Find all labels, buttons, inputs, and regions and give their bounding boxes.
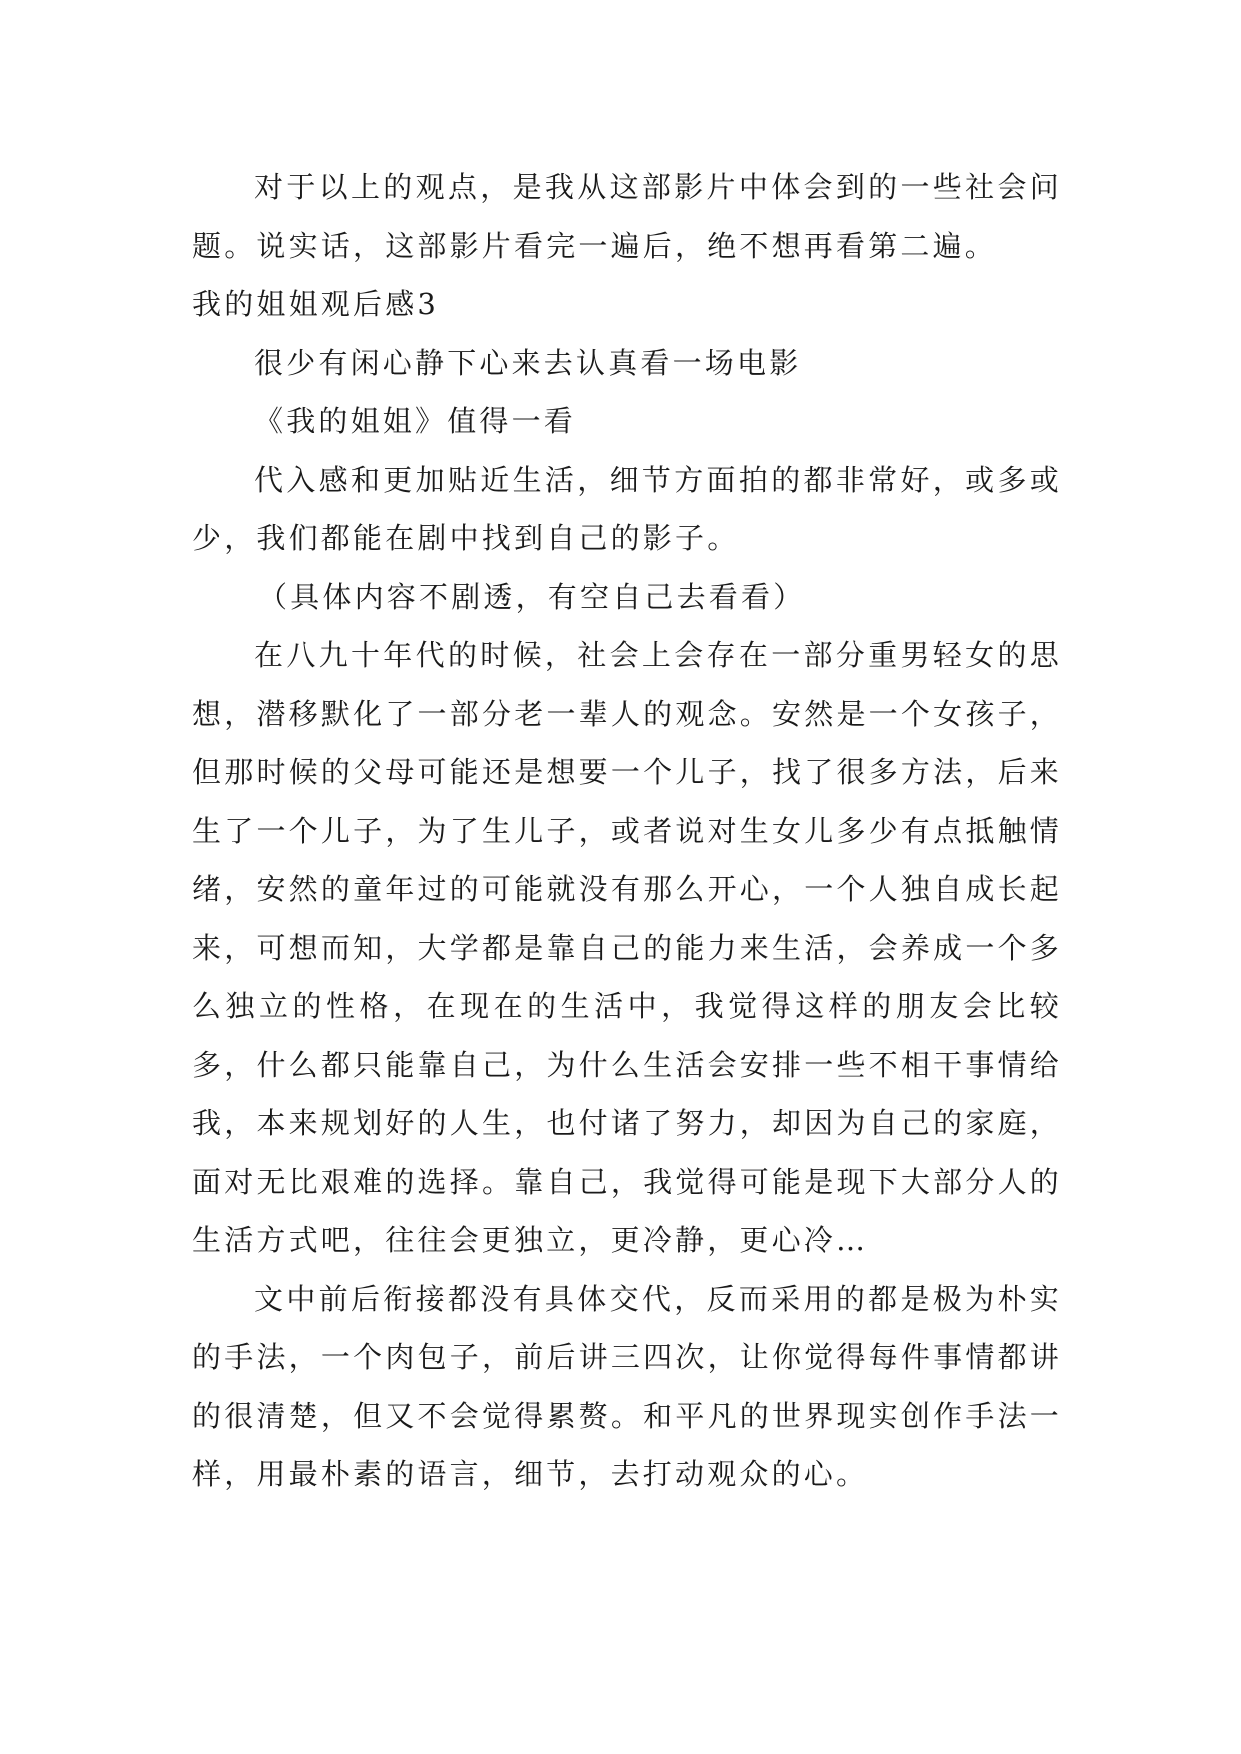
paragraph-conclusion: 对于以上的观点，是我从这部影片中体会到的一些社会问题。说实话，这部影片看完一遍后，绝不想再看第二遍。	[192, 170, 1062, 263]
paragraph-intro: 很少有闲心静下心来去认真看一场电影	[254, 345, 802, 380]
paragraph-no-spoiler: （具体内容不剧透，有空自己去看看）	[258, 579, 806, 614]
paragraph-recommend: 《我的姐姐》值得一看	[254, 404, 577, 438]
paragraph-immersion: 代入感和更加贴近生活，细节方面拍的都非常好，或多或少，我们都能在剧中找到自己的影子。	[192, 462, 1062, 555]
section-heading: 我的姐姐观后感3	[192, 287, 440, 321]
document-body	[192, 158, 1062, 1504]
paragraph-analysis: 在八九十年代的时候，社会上会存在一部分重男轻女的思想，潜移默化了一部分老一辈人的观念。安然是一个女孩子，但那时候的父母可能还是想要一个儿子，找了很多方法，后来生了一个儿子，为了生儿子，或者说对生女儿多少有点抵触情绪，安然的童年过的可能就没有那么开心，一个人独自成长起来，可想而知，大学都是靠自己的能力来生活，会养成一个多么独立的性格，在现在的生活中，我觉得这样的朋友会比较多，什么都只能靠自己，为什么生活会安排一些不相干事情给我，本来规划好的人生，也付诸了努力，却因为自己的家庭，面对无比艰难的选择。靠自己，我觉得可能是现下大部分人的生活方式吧，往往会更独立，更冷静，更心冷…	[192, 638, 1062, 1257]
paragraph-technique: 文中前后衔接都没有具体交代，反而采用的都是极为朴实的手法，一个肉包子，前后讲三四次，让你觉得每件事情都讲的很清楚，但又不会觉得累赘。和平凡的世界现实创作手法一样，用最朴素的语言，细节，去打动观众的心。	[192, 1281, 1062, 1491]
